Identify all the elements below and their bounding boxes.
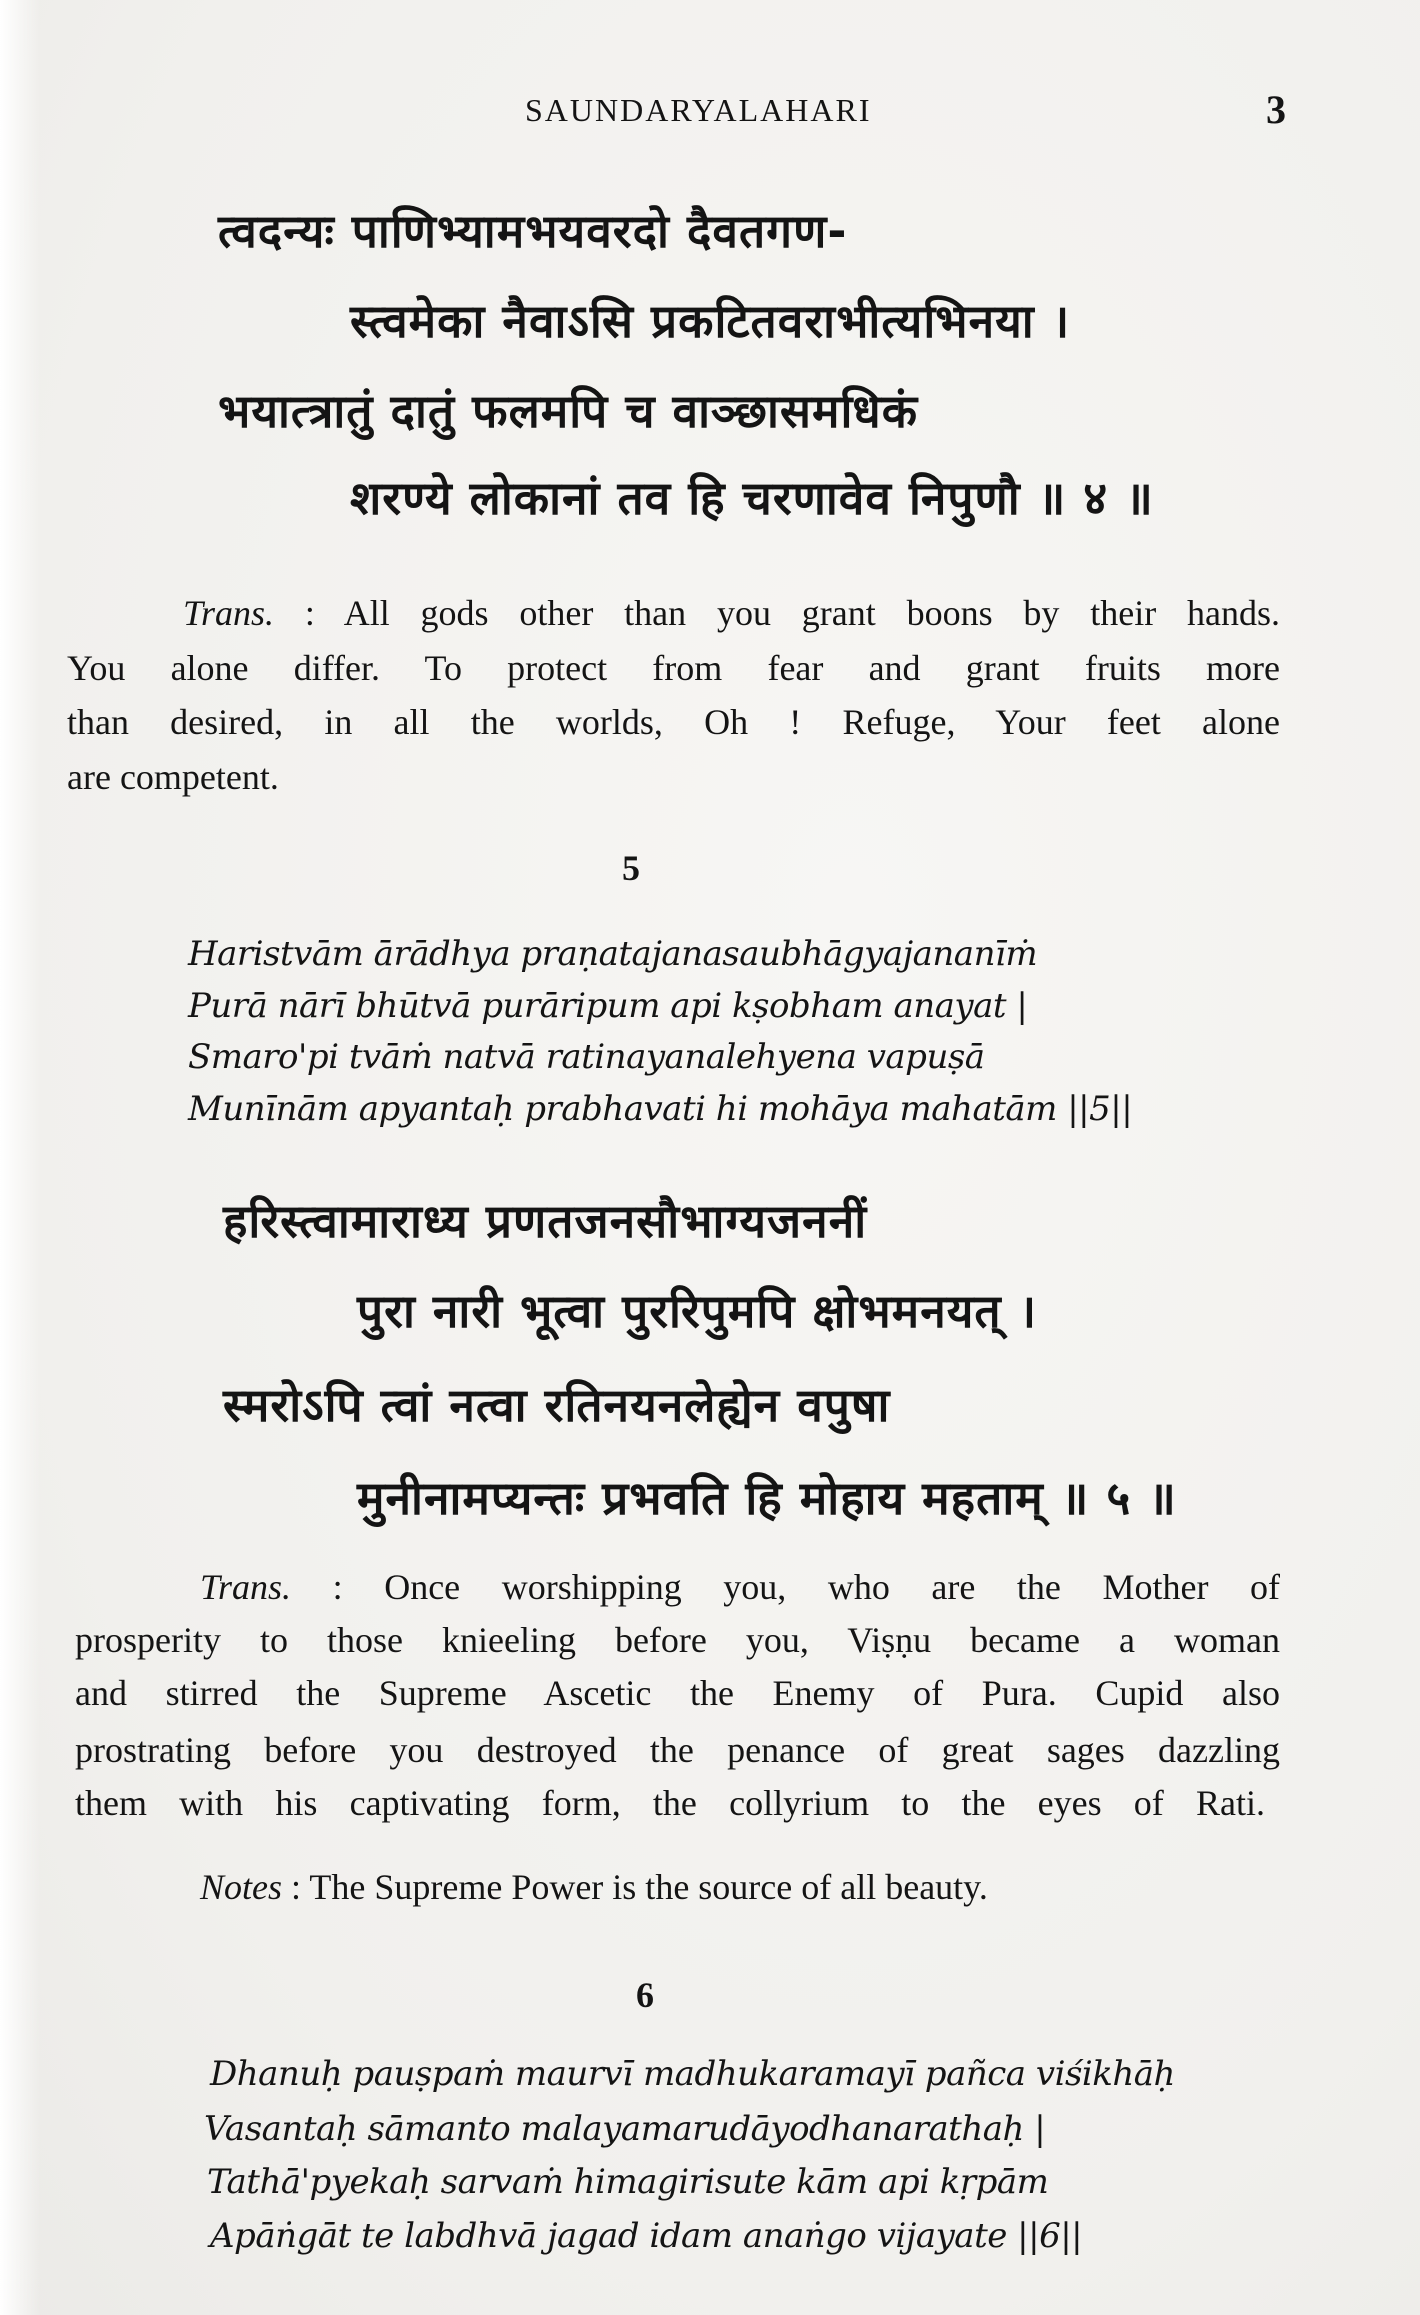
notes-label: Notes [200, 1867, 283, 1907]
verse4-devanagari-line-1: त्वदन्यः पाणिभ्यामभयवरदो दैवतगण- [218, 204, 848, 258]
translation-text: Once worshipping you, who are the Mother of [384, 1567, 1280, 1607]
trans-label: Trans. [183, 593, 275, 633]
verse6-translit-line-1: Dhanuḥ pauṣpaṁ maurvī madhukaramayī pañca viśikhāḥ [210, 2054, 1175, 2094]
running-title: SAUNDARYALAHARI [525, 92, 872, 128]
verse5-translit-line-3: Smaro'pi tvāṁ natvā ratinayanalehyena vapuṣā [188, 1037, 985, 1077]
verse5-translation-line-3: and stirred the Supreme Ascetic the Enemy of Pura. Cupid also [75, 1673, 1280, 1713]
page-gutter-shadow [0, 0, 40, 2315]
verse5-translation-line-2: prosperity to those knieeling before you, Viṣṇu became a woman [75, 1620, 1280, 1660]
verse6-translit-line-2: Vasantaḥ sāmanto malayamarudāyodhanarathaḥ | [204, 2109, 1046, 2149]
verse4-translation-line-4: are competent. [67, 757, 279, 797]
verse5-translation-line-4: prostrating before you destroyed the penance of great sages dazzling [75, 1730, 1280, 1770]
notes-text: The Supreme Power is the source of all beauty. [309, 1867, 988, 1907]
trans-separator: : [274, 593, 344, 633]
verse5-translit-line-2: Purā nārī bhūtvā purāripum api kṣobham anayat | [188, 986, 1028, 1026]
verse-number-5: 5 [622, 848, 640, 888]
verse6-translit-line-3: Tathā'pyekaḥ sarvaṁ himagirisute kām api kṛpām [207, 2162, 1049, 2202]
notes-separator: : [282, 1867, 310, 1907]
verse5-translit-line-1: Haristvām ārādhya praṇatajanasaubhāgyajananīṁ [188, 934, 1038, 974]
verse4-translation-line-1 [183, 595, 1280, 631]
translation-text: You alone differ. To protect from fear and grant fruits more [67, 648, 1280, 688]
verse5-translation-line-1 [200, 1569, 1280, 1605]
verse4-devanagari-line-2: स्त्वमेका नैवाऽसि प्रकटितवराभीत्यभिनया । [350, 294, 1071, 348]
verse5-devanagari-line-1: हरिस्त्वामाराध्य प्रणतजनसौभाग्यजननीं [223, 1194, 868, 1248]
verse4-translation-line-2 [67, 650, 1280, 686]
verse5-devanagari-line-2: पुरा नारी भूत्वा पुररिपुमपि क्षोभमनयत् । [357, 1284, 1038, 1338]
verse5-notes [200, 1866, 988, 1908]
page-number: 3 [1266, 87, 1286, 132]
verse5-translit-line-4: Munīnām apyantaḥ prabhavati hi mohāya mahatām ||5|| [188, 1089, 1133, 1129]
trans-label: Trans. [200, 1567, 292, 1607]
verse5-devanagari-line-3: स्मरोऽपि त्वां नत्वा रतिनयनलेह्येन वपुषा [223, 1378, 891, 1432]
verse4-translation-line-3: than desired, in all the worlds, Oh ! Refuge, Your feet alone [67, 702, 1280, 742]
verse4-devanagari-line-3: भयात्त्रातुं दातुं फलमपि च वाञ्छासमधिकं [218, 384, 919, 438]
verse4-devanagari-line-4: शरण्ये लोकानां तव हि चरणावेव निपुणौ ॥ ४ ॥ [350, 471, 1154, 525]
verse-number-6: 6 [636, 1975, 654, 2015]
trans-separator: : [291, 1567, 385, 1607]
verse5-devanagari-line-4: मुनीनामप्यन्तः प्रभवति हि मोहाय महताम् ॥ ५ ॥ [357, 1471, 1177, 1525]
translation-text: All gods other than you grant boons by their hands. [343, 593, 1280, 633]
verse6-translit-line-4: Apāṅgāt te labdhvā jagad idam anaṅgo vijayate ||6|| [210, 2216, 1083, 2256]
verse5-translation-line-5: them with his captivating form, the collyrium to the eyes of Rati. [75, 1783, 1265, 1823]
